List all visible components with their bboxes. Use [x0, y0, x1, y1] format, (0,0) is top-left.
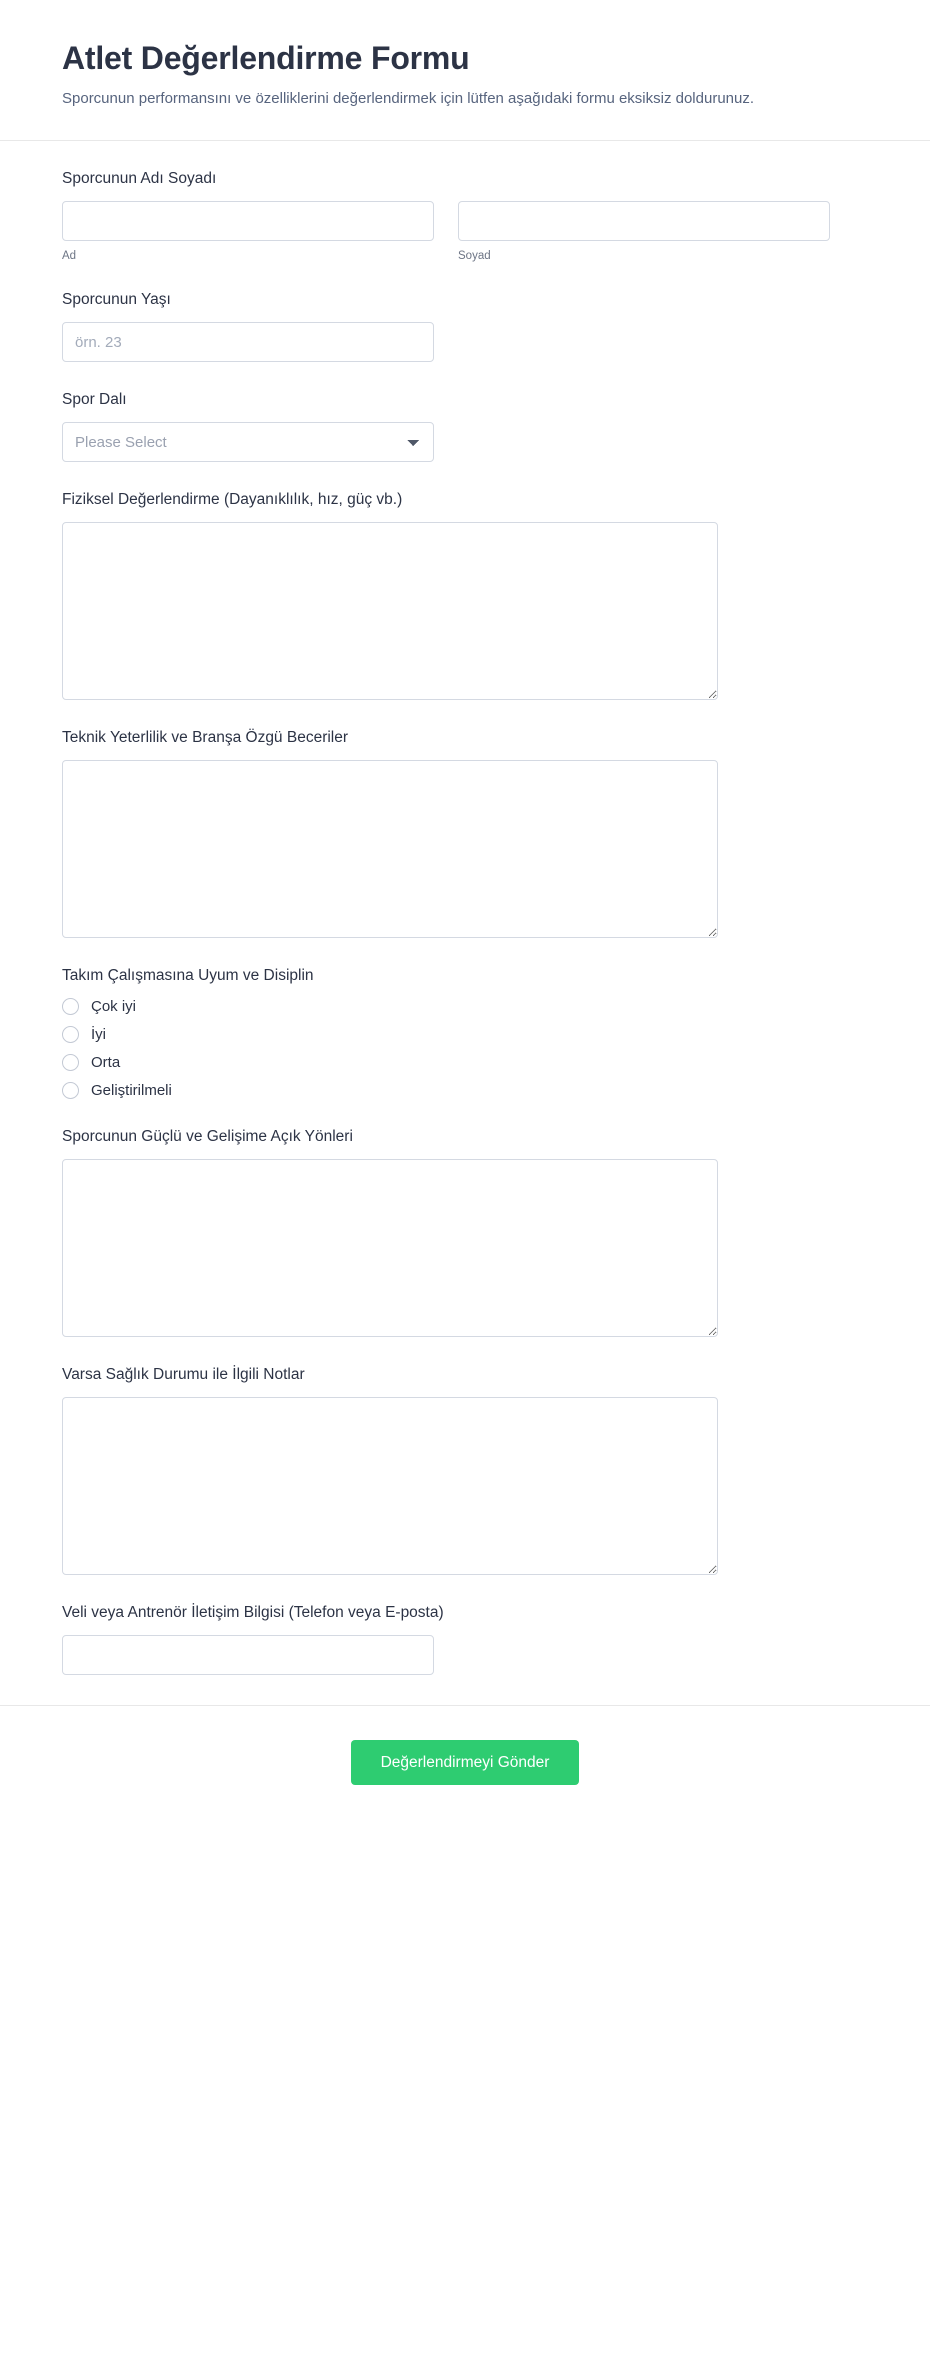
- field-contact: [62, 1603, 868, 1675]
- age-input[interactable]: [62, 322, 434, 362]
- field-sport: [62, 390, 868, 462]
- radio-circle-icon[interactable]: [62, 1026, 79, 1043]
- form-header: [0, 0, 930, 141]
- radio-label: Orta: [91, 1053, 121, 1071]
- age-label: Sporcunun Yaşı: [62, 291, 171, 309]
- health-notes-textarea[interactable]: [62, 1397, 718, 1575]
- radio-label: İyi: [91, 1025, 106, 1043]
- full-name-row: [62, 201, 868, 262]
- field-health-notes: [62, 1365, 868, 1575]
- first-name-sublabel: Ad: [62, 250, 77, 263]
- teamwork-label: Takım Çalışmasına Uyum ve Disiplin: [62, 966, 314, 984]
- form-subtitle: Sporcunun performansını ve özelliklerini değerlendirmek için lütfen aşağıdaki formu eksiksiz doldurunuz.: [62, 90, 755, 107]
- full-name-label: Sporcunun Adı Soyadı: [62, 170, 217, 188]
- contact-input[interactable]: [62, 1635, 434, 1675]
- radio-option-gelistirilmeli[interactable]: [62, 1082, 868, 1099]
- radio-circle-icon[interactable]: [62, 998, 79, 1015]
- technical-skills-textarea[interactable]: [62, 760, 718, 938]
- field-technical-skills: [62, 728, 868, 938]
- first-name-input[interactable]: [62, 201, 434, 241]
- field-age: [62, 290, 868, 362]
- first-name-col: [62, 201, 434, 262]
- last-name-input[interactable]: [458, 201, 830, 241]
- health-notes-label: Varsa Sağlık Durumu ile İlgili Notlar: [62, 1365, 305, 1383]
- page-title: Atlet Değerlendirme Formu: [62, 40, 470, 76]
- form-footer: [0, 1705, 930, 1830]
- strengths-textarea[interactable]: [62, 1159, 718, 1337]
- field-teamwork: [62, 966, 868, 1099]
- radio-label: Çok iyi: [91, 997, 137, 1015]
- radio-option-iyi[interactable]: [62, 1026, 868, 1043]
- technical-skills-label: Teknik Yeterlilik ve Branşa Özgü Beceriler: [62, 728, 349, 746]
- last-name-col: [458, 201, 830, 262]
- strengths-label: Sporcunun Güçlü ve Gelişime Açık Yönleri: [62, 1127, 353, 1145]
- radio-circle-icon[interactable]: [62, 1054, 79, 1071]
- teamwork-radio-group: [62, 998, 868, 1099]
- field-full-name: [62, 169, 868, 262]
- form-body: [0, 141, 930, 1674]
- last-name-sublabel: Soyad: [458, 250, 491, 263]
- sport-label: Spor Dalı: [62, 391, 127, 409]
- radio-option-orta[interactable]: [62, 1054, 868, 1071]
- field-physical-evaluation: [62, 490, 868, 700]
- physical-evaluation-label: Fiziksel Değerlendirme (Dayanıklılık, hız, güç vb.): [62, 491, 403, 509]
- radio-label: Geliştirilmeli: [91, 1081, 172, 1099]
- physical-evaluation-textarea[interactable]: [62, 522, 718, 700]
- contact-label: Veli veya Antrenör İletişim Bilgisi (Telefon veya E-posta): [62, 1603, 444, 1621]
- submit-button[interactable]: Değerlendirmeyi Gönder: [351, 1740, 580, 1786]
- sport-select[interactable]: [62, 422, 434, 462]
- field-strengths: [62, 1127, 868, 1337]
- radio-option-cok-iyi[interactable]: [62, 998, 868, 1015]
- radio-circle-icon[interactable]: [62, 1082, 79, 1099]
